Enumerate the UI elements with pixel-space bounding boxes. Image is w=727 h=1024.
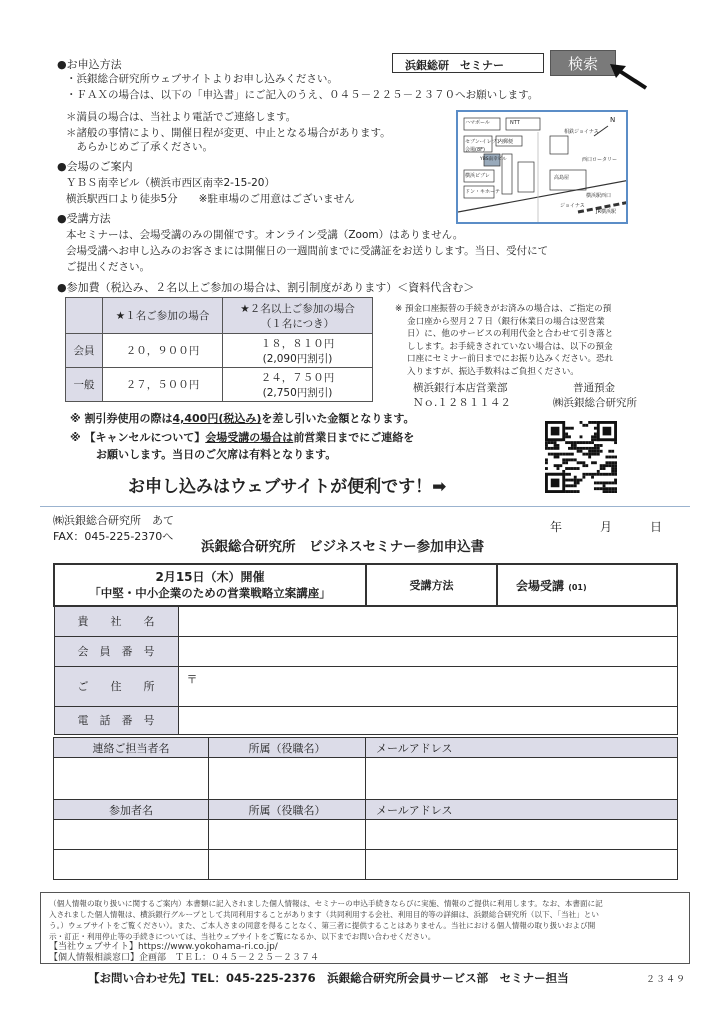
fee-member-label: 会員 — [66, 334, 103, 368]
participant-dept-input[interactable] — [209, 850, 366, 880]
participant-email-header: メールアドレス — [366, 800, 678, 820]
apply-line: ・ＦＡＸの場合は、以下の「申込書」にご記入のうえ、０４５－２２５－２３７０へお願いします。 — [66, 89, 539, 101]
address-input[interactable] — [178, 666, 677, 706]
map-label: 横浜ビブレ — [465, 173, 490, 179]
contact-table — [53, 737, 678, 880]
participant-name-input[interactable] — [54, 820, 209, 850]
participant-dept-header: 所属（役職名） — [209, 800, 366, 820]
event-name: 「中堅・中小企業のための営業戦略立案講座」 — [89, 586, 331, 600]
apply-line: ・浜銀総合研究所ウェブサイトよりお申し込みください。 — [66, 73, 338, 85]
fee-member-multi — [223, 334, 373, 368]
privacy-line: （個人情報の取り扱いに関するご案内）本書類に記入されました個人情報は、セミナーの申込手続きならびに実施、情報のご提供に利用します。なお、本書面に記 — [49, 899, 603, 908]
dept-header: 所属（役職名） — [209, 738, 366, 758]
contact-footer: 【お問い合わせ先】TEL：045-225-2376 浜銀総合研究所会員サービス部 セミナー担当 — [88, 971, 569, 985]
map-label: 相鉄ジョイナス — [564, 129, 599, 135]
apply-note: ＊満員の場合は、当社より電話でご連絡します。 — [66, 111, 297, 123]
bank-note-line: 日）に、他のサービスの利用代金と合わせて引き落と — [407, 329, 614, 339]
cancel-notice-underlined: 会場受講の場合は — [205, 431, 294, 444]
divider — [40, 506, 690, 507]
fee-col2-sub: （１名につき） — [260, 317, 335, 330]
bank-account-type: 普通預金 — [573, 382, 615, 394]
fee-col2 — [223, 298, 373, 334]
venue-address: ＹＢＳ南幸ビル（横浜市西区南幸2-15-20） — [66, 177, 275, 189]
form-title: 浜銀総合研究所 ビジネスセミナー参加申込書 — [201, 539, 485, 555]
privacy-desk: 【個人情報相談窓口】企画部 ＴＥＬ：０４５－２２５－２３７４ — [49, 953, 320, 963]
privacy-notice — [40, 892, 690, 964]
coupon-notice — [70, 412, 415, 426]
apply-note: あらかじめご了承ください。 — [66, 141, 213, 153]
venue-heading: ●会場のご案内 — [57, 160, 133, 173]
fee-col2-label: ★２名以上ご参加の場合 — [240, 302, 355, 315]
map-label: 高島屋 — [554, 175, 570, 181]
member-no-input[interactable] — [178, 636, 677, 666]
arrow-pointer-icon — [606, 60, 650, 92]
fee-col1: ★１名ご参加の場合 — [103, 298, 223, 334]
form-date-month: 月 — [600, 520, 613, 534]
fee-general-discount: (2,750円割引) — [262, 386, 333, 399]
fee-member-single: ２０，９００円 — [103, 334, 223, 368]
privacy-line: 示・訂正・利用停止等の手続きについては、当社ウェブサイトをご覧になるか、以下までお問い合わせください。 — [49, 932, 436, 941]
map-label: ドン・キホーテ — [465, 189, 501, 195]
contact-email-input[interactable] — [366, 758, 678, 800]
form-fax: FAX：045-225-2370へ — [53, 530, 174, 543]
fee-general-multi — [223, 368, 373, 402]
privacy-line: 入されました個人情報は、横浜銀行グループとして共同利用することがあります（共同利用する会社、利用目的等の詳細は、浜銀総合研究所（以下、「当社」とい — [49, 910, 599, 919]
participant-header: 参加者名 — [54, 800, 209, 820]
attendance-line: 会場受講へお申し込みのお客さまには開催日の一週間前までに受講証をお送りします。当日、受付にて — [66, 245, 549, 257]
apply-heading: ●お申込方法 — [57, 58, 122, 71]
cancel-notice-pre: ※ 【キャンセルについて】 — [70, 431, 206, 444]
event-cell — [54, 564, 366, 606]
fee-corner — [66, 298, 103, 334]
venue-access: 横浜駅西口より徒歩5分 ※駐車場のご用意はございません — [66, 193, 355, 205]
fee-general-label: 一般 — [66, 368, 103, 402]
map-label: 横浜駅西口 — [586, 193, 612, 199]
coupon-amount: 4,400円(税込み) — [172, 412, 262, 425]
search-keyword-box: 浜銀総研 セミナー — [392, 53, 544, 73]
method-code: (01) — [568, 582, 587, 592]
web-banner[interactable]: お申し込みはウェブサイトが便利です！➡ — [128, 477, 447, 497]
bank-note-line: 口座にセミナー前日までにお振り込みください。恐れ — [407, 354, 614, 364]
contact-name-input[interactable] — [54, 758, 209, 800]
fee-heading: ●参加費（税込み、２名以上ご参加の場合は、割引制度があります）＜資料代含む＞ — [57, 281, 475, 294]
application-form — [53, 563, 678, 735]
form-recipient: ㈱浜銀総合研究所 あて — [53, 514, 174, 527]
member-no-label: 会 員 番 号 — [54, 636, 178, 666]
coupon-notice-post: を差し引いた金額となります。 — [261, 412, 415, 425]
bank-note-line: ※ 預金口座振替の手続きがお済みの場合は、ご指定の預 — [395, 304, 612, 314]
participant-dept-input[interactable] — [209, 820, 366, 850]
email-header: メールアドレス — [366, 738, 678, 758]
bank-note-line: 金口座から翌月２７日（銀行休業日の場合は翌営業 — [407, 316, 605, 327]
map-label: NTT — [510, 120, 520, 126]
bank-name: 横浜銀行本店営業部 — [413, 382, 508, 394]
qr-code-image — [545, 421, 617, 493]
apply-note: ＊諸般の事情により、開催日程が変更、中止となる場合があります。 — [66, 127, 391, 139]
map-label: YBS南幸ビル — [480, 157, 507, 162]
postal-mark: 〒 — [186, 672, 198, 686]
privacy-line: う。）ウェブサイトをご覧ください）。また、ご本人さまの同意を得ることなく、第三者に提供することはありません。当社における個人情報の取り扱いおよび開 — [49, 921, 596, 930]
phone-label: 電 話 番 号 — [54, 706, 178, 734]
page-code: ２３４９ — [646, 975, 687, 985]
fee-general-single: ２７，５００円 — [103, 368, 223, 402]
phone-input[interactable] — [178, 706, 677, 734]
bank-note-line: しします。お手続きされていない場合は、以下の預金 — [407, 341, 613, 352]
coupon-notice-pre: ※ 割引券使用の際は — [70, 412, 173, 425]
map-label: 会場(8F) — [465, 147, 485, 153]
attendance-heading: ●受講方法 — [57, 212, 111, 225]
cancel-notice — [70, 431, 414, 445]
map-label: ハマボール — [465, 120, 490, 126]
map-label: 西口ロータリー — [582, 157, 618, 163]
fee-table — [65, 297, 373, 402]
fee-general-multi-value: ２４，７５０円 — [260, 371, 335, 384]
company-label: 貴 社 名 — [54, 606, 178, 636]
bank-note-line: 入りますが、振込手数料はご負担ください。 — [407, 366, 579, 377]
participant-name-input[interactable] — [54, 850, 209, 880]
map-north-label: N — [610, 116, 616, 124]
attendance-line: ご提出ください。 — [66, 261, 150, 273]
event-date: 2月15日（木）開催 — [155, 570, 265, 584]
map-label: ジョイナス — [560, 203, 585, 209]
venue-map — [456, 110, 628, 224]
participant-email-input[interactable] — [366, 820, 678, 850]
method-value: 会場受講 — [516, 578, 565, 593]
cancel-notice-line2: お願いします。当日のご欠席は有料となります。 — [96, 448, 337, 461]
bank-account-no: Ｎｏ.１２８１１４２ — [413, 397, 511, 409]
bank-holder: ㈱浜銀総合研究所 — [553, 397, 637, 409]
map-label: セブン-イレブン — [465, 139, 502, 145]
contact-header: 連絡ご担当者名 — [54, 738, 209, 758]
map-label: 内郵便 — [498, 139, 514, 145]
fee-member-multi-value: １８，８１０円 — [260, 337, 335, 350]
attendance-line: 本セミナーは、会場受講のみの開催です。オンライン受講（Zoom）はありません。 — [66, 229, 464, 241]
search-button[interactable]: 検索 — [550, 50, 616, 76]
form-date-year: 年 — [550, 520, 563, 534]
bank-note — [395, 303, 613, 378]
fee-member-discount: (2,090円割引) — [262, 352, 333, 365]
privacy-site[interactable]: 【当社ウェブサイト】https://www.yokohama-ri.co.jp/ — [49, 942, 278, 952]
contact-dept-input[interactable] — [209, 758, 366, 800]
address-label: ご 住 所 — [54, 666, 178, 706]
participant-email-input[interactable] — [366, 850, 678, 880]
method-value-cell — [497, 564, 677, 606]
company-input[interactable] — [178, 606, 677, 636]
map-label: JR横浜駅 — [596, 209, 616, 215]
form-date-day: 日 — [650, 520, 663, 534]
cancel-notice-post: 前営業日までにご連絡を — [293, 431, 415, 444]
method-label: 受講方法 — [366, 564, 497, 606]
